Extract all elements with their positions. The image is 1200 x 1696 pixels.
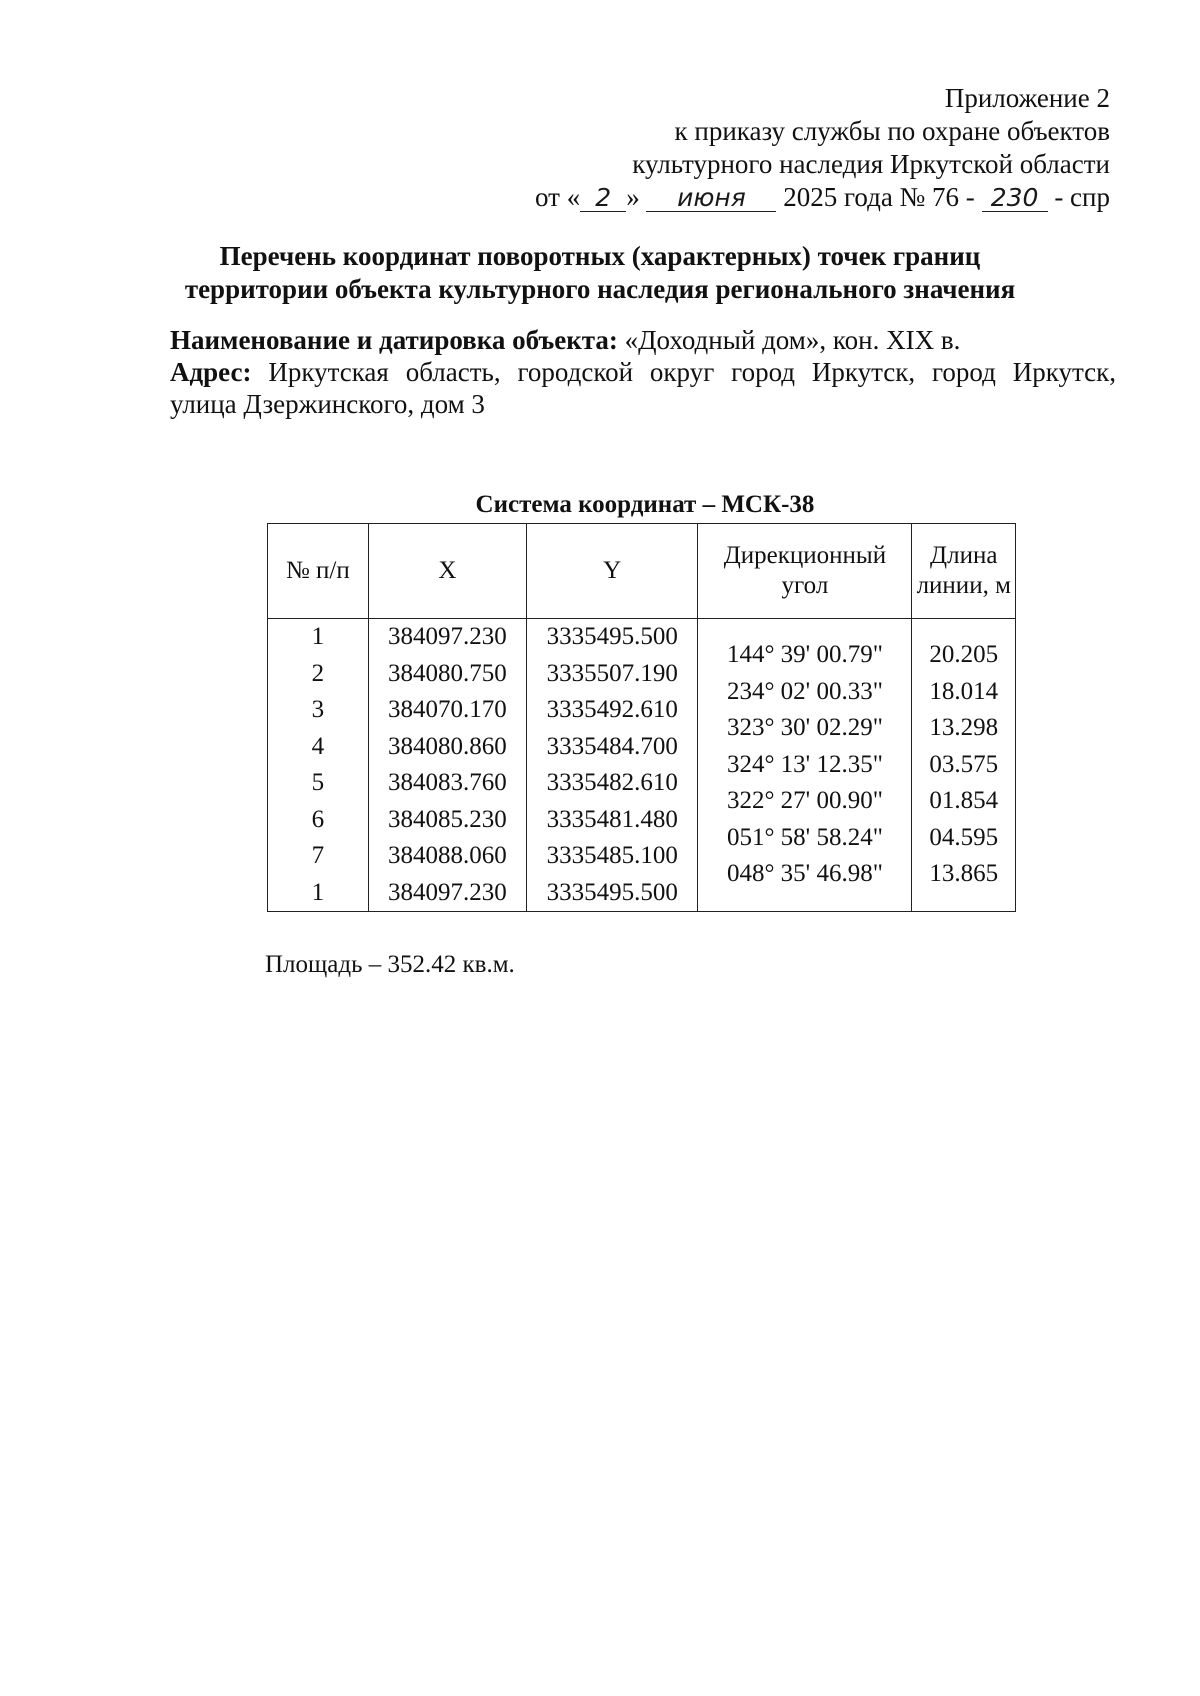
line-length: 04.595 [929,823,999,851]
x-values-cell [368,619,526,912]
order-suffix: - спр [1054,182,1110,212]
y-value: 3335495.500 [546,623,678,650]
object-name-label: Наименование и датировка объекта: [170,325,618,355]
y-value: 3335507.190 [546,659,678,687]
order-date-line [535,181,1110,214]
date-prefix: от « [535,182,581,212]
y-value: 3335482.610 [546,769,678,796]
y-value: 3335481.480 [546,805,678,833]
direction-angle: 324° 13' 12.35" [726,750,883,778]
y-value: 3335495.500 [546,878,678,906]
header-num: № п/п [268,524,369,619]
direction-angle: 051° 58' 58.24" [726,823,883,851]
area-text: Площадь – 352.42 кв.м. [265,951,515,978]
angles-cell [698,619,912,912]
line-length: 13.298 [929,714,999,742]
object-info [170,324,1116,420]
title-line-2: территории объекта культурного наследия регионального значения [184,274,1016,304]
direction-angle: 048° 35' 46.98" [726,860,883,888]
object-name-value: «Доходный дом», кон. XIX в. [624,325,961,355]
line-length: 01.854 [929,787,999,815]
point-number: 3 [311,696,325,723]
table-body-row [268,619,1016,912]
y-values-cell [527,619,698,912]
point-number: 5 [311,769,325,796]
coordinates-table [267,523,1016,912]
line-length: 20.205 [929,641,999,669]
direction-angle: 322° 27' 00.90" [726,787,883,815]
y-value: 3335484.700 [546,732,678,760]
point-number: 1 [311,623,325,650]
handwritten-month: июня [646,185,776,212]
line-length: 03.575 [929,750,999,778]
x-value: 384080.750 [387,659,507,687]
coordinate-system-title: Система координат – МСК-38 [475,491,815,518]
point-number: 6 [311,805,325,833]
object-address-label: Адрес: [170,357,252,387]
point-number: 4 [311,732,325,760]
order-year-text: 2025 года № 76 - [783,182,975,212]
object-address-row [170,356,1116,388]
handwritten-day: 2 [580,185,626,212]
x-value: 384097.230 [387,623,507,650]
date-quote-close: » [626,182,640,212]
appendix-order-ref-1: к приказу службы по охране объектов [674,116,1110,146]
point-number: 1 [311,878,325,906]
point-number: 7 [311,842,325,869]
table-header-row [268,524,1016,619]
lengths-cell [912,619,1016,912]
appendix-number: Приложение 2 [944,83,1110,113]
header-length: Длина линии, м [912,524,1016,619]
x-value: 384083.760 [387,769,507,796]
appendix-order-ref-2: культурного наследия Иркутской области [632,149,1110,179]
y-value: 3335492.610 [546,696,678,723]
point-numbers-cell [268,619,369,912]
y-value: 3335485.100 [546,842,678,869]
direction-angle: 323° 30' 02.29" [726,714,883,742]
object-address-line-1: Иркутская область, городской округ город Иркутск, город Иркутск, [268,357,1117,387]
title-line-1: Перечень координат поворотных (характерных) точек границ [219,241,981,271]
header-x: X [368,524,526,619]
object-address-line-2: улица Дзержинского, дом 3 [170,389,485,419]
object-name-row [170,324,1116,356]
line-length: 13.865 [929,860,999,888]
x-value: 384080.860 [387,732,507,760]
x-value: 384088.060 [387,842,507,869]
header-angle: Дирекционный угол [698,524,912,619]
x-value: 384085.230 [387,805,507,833]
x-value: 384070.170 [387,696,507,723]
document-title [0,240,1200,306]
appendix-header [535,82,1110,214]
header-y: Y [527,524,698,619]
direction-angle: 144° 39' 00.79" [726,641,883,669]
point-number: 2 [311,659,325,687]
direction-angle: 234° 02' 00.33" [726,677,883,705]
line-length: 18.014 [929,677,999,705]
handwritten-order-number: 230 [982,185,1048,212]
x-value: 384097.230 [387,878,507,906]
